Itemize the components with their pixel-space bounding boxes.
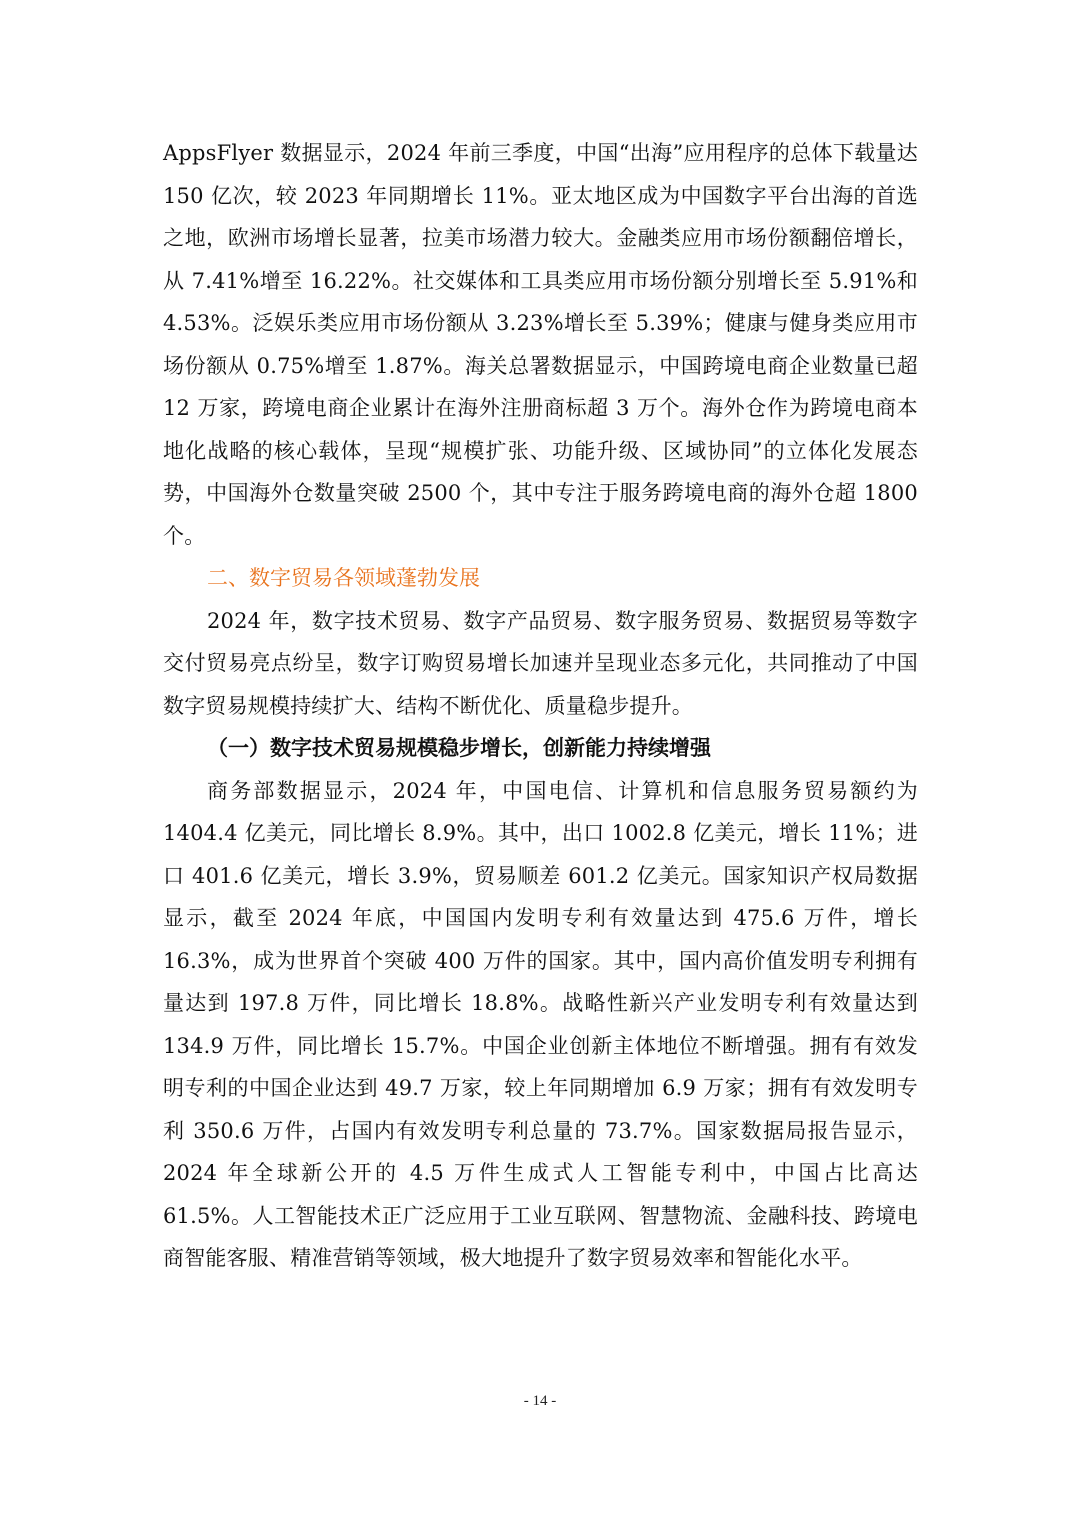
paragraph-app-overseas: AppsFlyer 数据显示，2024 年前三季度，中国“出海”应用程序的总体下载量达 150 亿次，较 2023 年同期增长 11%。亚太地区成为中国数字平台出海的首选之地，欧洲市场增长显著，拉美市场潜力较大。金融类应用市场份额翻倍增长，从 7.41%增至 16.22%。社交媒体和工具类应用市场份额分别增长至 5.91%和 4.53%。泛娱乐类应用市场份额从 3.23%增长至 5.39%；健康与健身类应用市场份额从 0.75%增至 1.87%。海关总署数据显示，中国跨境电商企业数量已超 12 万家，跨境电商企业累计在海外注册商标超 3 万个。海外仓作为跨境电商本地化战略的核心载体，呈现“规模扩张、功能升级、区域协同”的立体化发展态势，中国海外仓数量突破 2500 个，其中专注于服务跨境电商的海外仓超 1800 个。: [163, 141, 918, 548]
page-number: - 14 -: [523, 1393, 557, 1409]
page-body: [163, 132, 918, 1280]
subsection-heading: （一）数字技术贸易规模稳步增长，创新能力持续增强: [207, 736, 711, 760]
section-heading: 二、数字贸易各领域蓬勃发展: [207, 566, 480, 590]
paragraph-digital-trade-overview: 2024 年，数字技术贸易、数字产品贸易、数字服务贸易、数据贸易等数字交付贸易亮点纷呈，数字订购贸易增长加速并呈现业态多元化，共同推动了中国数字贸易规模持续扩大、结构不断优化、质量稳步提升。: [163, 608, 918, 718]
paragraph-tech-trade: 商务部数据显示，2024 年，中国电信、计算机和信息服务贸易额约为 1404.4 亿美元，同比增长 8.9%。其中，出口 1002.8 亿美元，增长 11%；进口 401.6 亿美元，增长 3.9%，贸易顺差 601.2 亿美元。国家知识产权局数据显示，截至 2024 年底，中国国内发明专利有效量达到 475.6 万件，增长 16.3%，成为世界首个突破 400 万件的国家。其中，国内高价值发明专利拥有量达到 197.8 万件，同比增长 18.8%。战略性新兴产业发明专利有效量达到 134.9 万件，同比增长 15.7%。中国企业创新主体地位不断增强。拥有有效发明专利的中国企业达到 49.7 万家，较上年同期增加 6.9 万家；拥有有效发明专利 350.6 万件，占国内有效发明专利总量的 73.7%。国家数据局报告显示，2024 年全球新公开的 4.5 万件生成式人工智能专利中，中国占比高达 61.5%。人工智能技术正广泛应用于工业互联网、智慧物流、金融科技、跨境电商智能客服、精准营销等领域，极大地提升了数字贸易效率和智能化水平。: [163, 778, 918, 1270]
